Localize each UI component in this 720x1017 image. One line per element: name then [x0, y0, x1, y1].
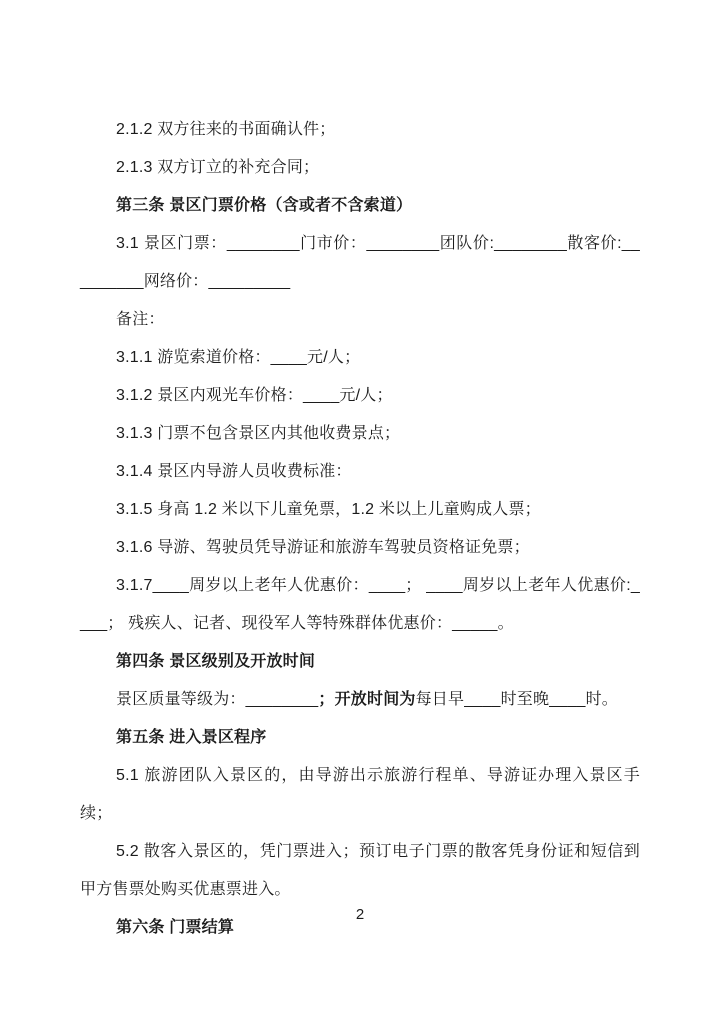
opening-time-label-segment: ；开放时间为	[318, 691, 416, 708]
heading-article-4: 第四条 景区级别及开放时间	[116, 653, 316, 670]
quality-grade-segment: 景区质量等级为：________	[116, 691, 319, 708]
clause-5-1: 5.1 旅游团队入景区的，由导游出示旅游行程单、导游证办理入景区手续；	[80, 767, 640, 822]
clause-3-1-ticket-prices: 3.1 景区门票：________门市价：________团队价:________散客价:_________网络价：_________	[80, 235, 640, 290]
clause-4-opening-hours	[80, 681, 640, 719]
clause-3-1-3: 3.1.3 门票不包含景区内其他收费景点；	[116, 425, 401, 442]
clause-3-1-7: 3.1.7____周岁以上老年人优惠价：____； ____周岁以上老年人优惠价:____； 残疾人、记者、现役军人等特殊群体优惠价：_____。	[80, 577, 640, 632]
clause-3-1-1: 3.1.1 游览索道价格：____元/人；	[116, 349, 361, 366]
clause-5-2: 5.2 散客入景区的，凭门票进入；预订电子门票的散客凭身份证和短信到甲方售票处购买优惠票进入。	[80, 843, 640, 898]
remark-label: 备注：	[116, 311, 165, 328]
clause-2-1-2: 2.1.2 双方往来的书面确认件；	[116, 121, 336, 138]
opening-hours-segment: 每日早____时至晚____时。	[415, 691, 618, 708]
clause-3-1-4: 3.1.4 景区内导游人员收费标准：	[116, 463, 352, 480]
clause-3-1-2: 3.1.2 景区内观光车价格：____元/人；	[116, 387, 393, 404]
contract-body	[80, 111, 640, 947]
page-number: 2	[355, 906, 365, 923]
clause-3-1-6: 3.1.6 导游、驾驶员凭导游证和旅游车驾驶员资格证免票；	[116, 539, 530, 556]
heading-article-3: 第三条 景区门票价格（含或者不含索道）	[116, 197, 413, 214]
heading-article-5: 第五条 进入景区程序	[116, 729, 267, 746]
clause-3-1-5: 3.1.5 身高 1.2 米以下儿童免票，1.2 米以上儿童购成人票；	[116, 501, 541, 518]
clause-2-1-3: 2.1.3 双方订立的补充合同；	[116, 159, 320, 176]
heading-article-6: 第六条 门票结算	[116, 919, 235, 936]
